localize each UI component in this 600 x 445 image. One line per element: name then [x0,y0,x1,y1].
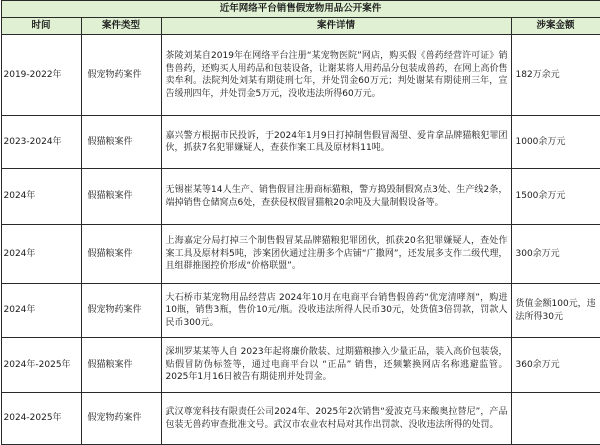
cell-amount: 1000余万元 [511,116,600,169]
header-detail: 案件详情 [161,18,511,35]
cell-time: 2023-2024年 [1,116,81,169]
cell-detail: 武汉尊宠科技有限责任公司2024年、2025年2次销售“爱波克马来酸奥拉替尼”，产品包装无兽药审查批准文号。武汉市农业农村局对其作出罚款、没收违法所得的处罚。 [161,393,511,445]
cell-type: 假宠物药案件 [81,35,161,116]
cell-detail: 茶陵刘某自2019年在网络平台注册“某宠物医院”网店，购买假《兽药经营许可证》销售兽药，还购买人用药品和包装设备，让谢某将人用药品分包装成兽药，在网上高价售卖牟利。法院判处刘某有期徒刑七年，并处罚金60万元；判处谢某有期徒刑三年，宣告缓刑四年，并处罚金5万元，没收违法所得60万元。 [161,35,511,116]
header-amount: 涉案金额 [511,18,600,35]
cell-type: 假宠物药案件 [81,284,161,338]
table-row [1,225,600,284]
cell-amount: 1500余万元 [511,169,600,225]
table-row [1,169,600,225]
table-title: 近年网络平台销售假宠物用品公开案件 [1,1,600,18]
cell-type: 假猫粮案件 [81,116,161,169]
cell-amount: 360余万元 [511,338,600,393]
cell-time: 2024-2025年 [1,393,81,445]
cell-detail: 大石桥市某宠物用品经营店 2024年10月在电商平台销售假兽药“优宠清哮剂”，购进10瓶，销售3瓶，售价10元/瓶。没收违法所得人民币30元，处货值3倍罚款，罚款人民币300元。 [161,284,511,338]
cell-detail: 嘉兴警方根据市民投诉，于2024年1月9日打掉制售假冒渴望、爱肯拿品牌猫粮犯罪团伙，抓获7名犯罪嫌疑人，查获作案工具及原材料11吨。 [161,116,511,169]
header-row [1,18,600,35]
cell-time: 2024年 [1,284,81,338]
table-title-row [1,1,600,18]
table-row [1,284,600,338]
cell-detail: 上海嘉定分局打掉三个制售假冒某品牌猫粮犯罪团伙，抓获20名犯罪嫌疑人，查处作案工具及原材料5吨，涉案团伙通过注册多个店铺“广撒网”，还发展多支作二级代理，且组群推图控价形成“价格联盟”。 [161,225,511,284]
cell-amount: 货值金额100元，违法所得30元 [511,284,600,338]
cell-detail: 深圳罗某某等人自 2023年起将廉价散装、过期猫粮掺入少量正品，装入高价包装袋，贴假冒防伪标签等，通过电商平台以 “正品” 销售，还频繁换网店名称逃避监管。2025年1月16日被告有期徒刑并处罚金。 [161,338,511,393]
cell-time: 2024年-2025年 [1,338,81,393]
cell-detail: 无锡崔某等14人生产、销售假冒注册商标猫粮，警方捣毁制假窝点3处、生产线2条，端掉销售仓储窝点6处，查获侵权假冒猫粮20余吨及大量制假设备等。 [161,169,511,225]
cell-amount: 300余万元 [511,225,600,284]
table-row [1,35,600,116]
table-row [1,393,600,445]
header-type: 案件类型 [81,18,161,35]
cell-time: 2024年 [1,225,81,284]
table-row [1,338,600,393]
cell-type: 假宠物药案件 [81,393,161,445]
cell-amount [511,393,600,445]
header-time: 时间 [1,18,81,35]
cell-type: 假猫粮案件 [81,169,161,225]
cell-time: 2019-2022年 [1,35,81,116]
case-table [1,0,600,445]
cell-type: 假猫粮案件 [81,338,161,393]
cell-time: 2024年 [1,169,81,225]
table-row [1,116,600,169]
cell-amount: 182万余元 [511,35,600,116]
cell-type: 假猫粮案件 [81,225,161,284]
